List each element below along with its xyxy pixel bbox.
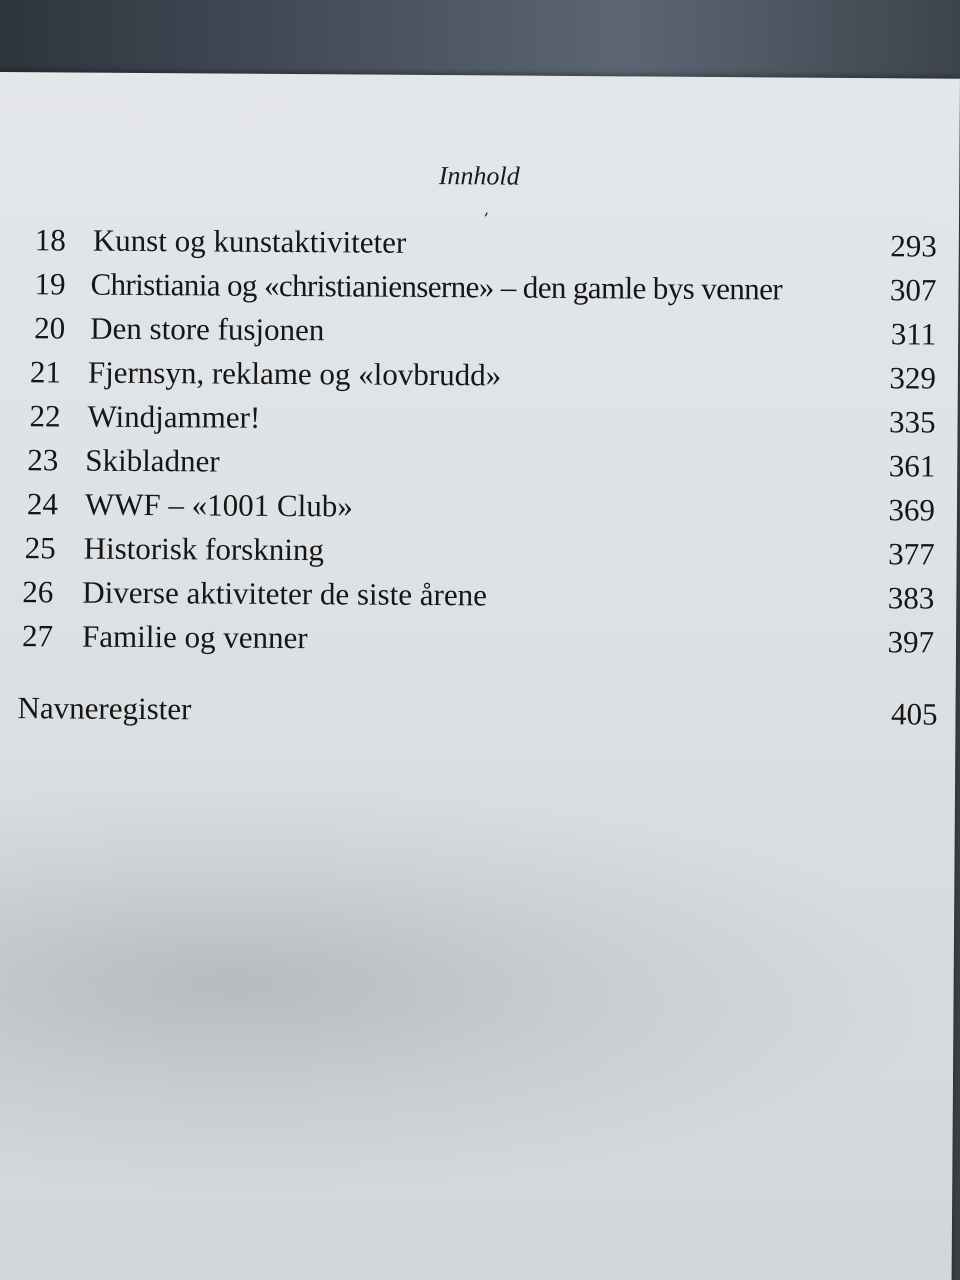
chapter-title: WWF – «1001 Club» — [84, 486, 353, 524]
toc-entry-19 — [0, 266, 959, 317]
toc-entry-26 — [0, 574, 956, 625]
book-page — [0, 72, 960, 1280]
name-index-entry — [17, 690, 937, 732]
table-of-contents — [0, 222, 959, 660]
page-number: 311 — [890, 316, 937, 352]
chapter-title: Historisk forskning — [83, 530, 325, 568]
page-number: 405 — [890, 696, 938, 732]
chapter-number: 18 — [34, 222, 66, 258]
page-number: 329 — [889, 360, 937, 396]
chapter-number: 19 — [34, 266, 66, 302]
chapter-title: Fjernsyn, reklame og «lovbrudd» — [87, 354, 502, 393]
page-number: 397 — [887, 624, 935, 660]
page-number: 335 — [888, 404, 936, 440]
chapter-number: 22 — [29, 398, 61, 434]
toc-entry-18 — [0, 222, 959, 273]
chapter-number: 25 — [24, 530, 56, 566]
page-header: Innhold — [438, 161, 520, 191]
toc-entry-20 — [0, 310, 958, 361]
page-number: 383 — [887, 580, 935, 616]
toc-entry-27 — [0, 618, 956, 669]
hand-shadow — [0, 772, 955, 1199]
chapter-number: 20 — [34, 310, 66, 346]
page-number: 369 — [888, 492, 936, 528]
chapter-title: Den store fusjonen — [90, 310, 325, 348]
page-number: 361 — [888, 448, 936, 484]
chapter-number: 23 — [27, 442, 59, 478]
toc-entry-25 — [0, 530, 957, 581]
register-title: Navneregister — [17, 690, 192, 727]
chapter-number: 21 — [29, 354, 62, 390]
chapter-number: 26 — [22, 574, 54, 610]
chapter-title: Kunst og kunstaktiviteter — [92, 222, 407, 260]
chapter-number: 24 — [26, 486, 59, 522]
chapter-number: 27 — [21, 618, 54, 654]
chapter-title: Christiania og «christianienserne» – den gamle bys venner — [90, 266, 783, 307]
page-number: 377 — [888, 536, 935, 572]
header-mark: , — [483, 199, 490, 219]
chapter-title: Windjammer! — [87, 398, 261, 435]
toc-entry-24 — [0, 486, 957, 537]
page-number: 293 — [890, 228, 937, 264]
page-number: 307 — [889, 272, 937, 308]
chapter-title: Diverse aktiviteter de siste årene — [82, 574, 488, 613]
toc-entry-21 — [0, 354, 958, 405]
chapter-title: Familie og venner — [81, 618, 308, 656]
toc-entry-22 — [0, 398, 958, 449]
toc-entry-23 — [0, 442, 957, 493]
chapter-title: Skibladner — [85, 442, 220, 479]
